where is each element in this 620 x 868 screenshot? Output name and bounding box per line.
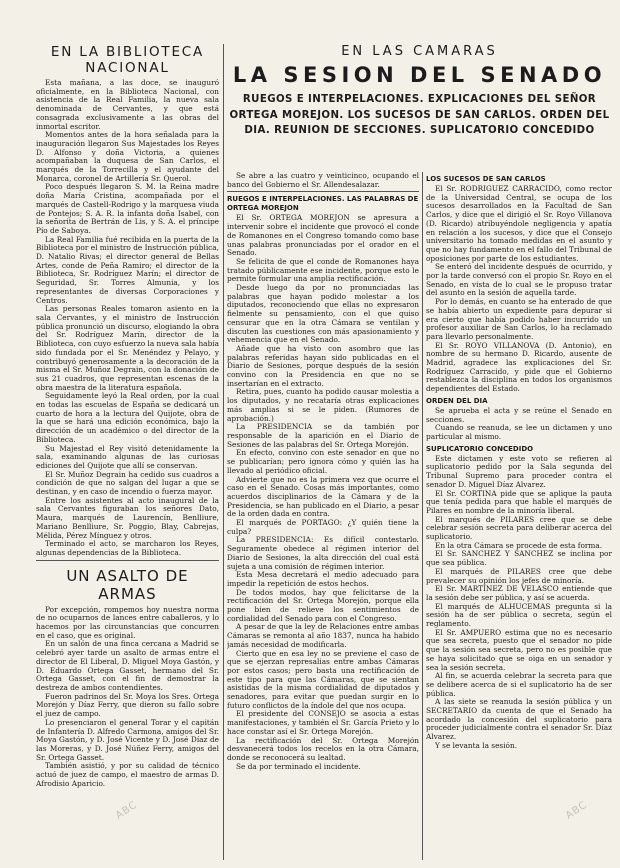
paragraph: Terminado el acto, se marcharon los Reyes, algunas dependencias de la Biblioteca. (36, 539, 219, 557)
paragraph: El Sr. AMPUERO estima que no es necesario que sea secreta, puesto que el senador no pide que la sesión sea secreta, pero no es posible que se haya solicitado que se oiga en un senador y sea la sesión secreta. (426, 627, 612, 672)
left-column (36, 44, 219, 856)
paragraph: Al fin, se acuerda celebrar la secreta para que se delibere acerca de si el suplicatorio ha de ser pública. (426, 671, 612, 698)
body-suplicatorio (426, 455, 612, 751)
paragraph: El marqués de ALHUCEMAS pregunta si la sesión ha de ser pública o secreta, según el reglamento. (426, 601, 612, 629)
paragraph: El presidente del CONSEJO se asocia a estas manifestaciones, y también el Sr. García Prieto y lo hace constar así el Sr. Ortega Morejón. (227, 709, 419, 736)
paragraph: Lo presenciaron el general Torar y el capitán de Infantería D. Alfredo Carmona, amigos del Sr. Moya Gastón, y D. José Vicente y D. José Díaz de las Moreras, y D. José Núñez Ferry, amigos del Sr. Ortega Gasset. (36, 717, 219, 762)
paragraph: Fueron padrinos del Sr. Moya los Sres. Ortega Morejón y Díaz Ferry, que dieron su fallo sobre el juez de campo. (36, 691, 219, 719)
column-rule-left (223, 44, 224, 860)
subhead-sancarlos: LOS SUCESOS DE SAN CARLOS (426, 175, 546, 183)
paragraph: Retira, pues, cuanto ha podido causar molestia a los diputados, y no recataría otras explicaciones más amplias si se le piden. (Rumores de aprobación.) (227, 387, 419, 423)
column-rule-right (422, 172, 423, 860)
paragraph: También asistió, y por su calidad de técnico actuó de juez de campo, el maestro de armas D. Afrodisio Aparicio. (36, 761, 219, 788)
subhead-rule (227, 191, 419, 192)
headline-asalto: UN ASALTO DE ARMAS (66, 566, 189, 603)
section-kicker: EN LAS CAMARAS (341, 44, 498, 59)
paragraph: Momentos antes de la hora señalada para la inauguración llegaron Sus Majestades los Reyes D. Alfonso y doña Victoria, a quienes acompañaban la duquesa de San Carlos, el marqués de la Torrecilla y el ayudante del Monarca, coronel de Artillería Sr. Querol. (36, 130, 219, 183)
paragraph: Desde luego da por no pronunciadas las palabras que hayan podido molestar a los diputados, reconociendo que ellas no expresaron fielmente su pensamiento, con el que quiso censurar que en la otra Cámara se ventilan y discuten las cuestiones con más apasionamiento y vehemencia que en el Senado. (227, 283, 419, 345)
paragraph: Se da por terminado el incidente. (236, 761, 361, 771)
subhead-ruegos: RUEGOS E INTERPELACIONES. LAS PALABRAS DE ORTEGA MOREJON (227, 195, 419, 213)
paragraph: Entre los asistentes al acto inaugural de la sala Cervantes figuraban los señores Dato, Maura, marqués de Laurencín, Benlliure, Mariano Benlliure, Sr. Poggio, Blay, Cabrejas, Mélida, Pérez Mínguez y otros. (36, 495, 219, 540)
paragraph: Se enteró del incidente después de ocurrido, y por la tarde conversó con el propio Sr. Royo en el Senado, en vista de lo cual se le propuso tratar del asunto en la sesión de aquella tarde. (426, 262, 612, 298)
paragraph: En efecto, convino con este senador en que no se publicarían; pero ignora cómo y quién las ha llevado al periódico oficial. (227, 448, 419, 475)
paragraph: De todos modos, hay que felicitarse de la rectificación del Sr. Ortega Morejón, porque ella pone bien de relieve los sentimientos de cordialidad del Senado para con el Congreso. (227, 587, 419, 623)
article-divider (36, 560, 219, 561)
paragraph: Añade que ha visto con asombro que las palabras referidas hayan sido publicadas en el Diario de Sesiones, porque después de la sesión convino con la Presidencia en que no se insertarían en el extracto. (227, 343, 419, 388)
paragraph: Poco después llegaron S. M. la Reina madre doña María Cristina, acompañada por el marqués de Castell-Rodrigo y la marquesa viuda de Pontejos; S. A. R. la infanta doña Isabel, con la señorita de Bertrán de Lis, y S. A. el príncipe Pío de Saboya. (36, 182, 219, 235)
paragraph: La rectificación del Sr. Ortega Morejón desvanecerá todos los recelos en la otra Cámara, donde se reconocerá su lealtad. (227, 735, 419, 762)
body-biblioteca (36, 79, 219, 558)
body-ruegos (227, 214, 419, 771)
paragraph: El Sr. Muñoz Degrain ha cedido sus cuadros a condición de que no salgan del lugar a que se destinan, y en caso de incendio o fuerza mayor. (36, 469, 219, 497)
paragraph: El marqués de PORTAGO: ¿Y quién tiene la culpa? (227, 518, 419, 536)
session-intro: Se abre a las cuatro y veinticinco, ocupando el banco del Gobierno el Sr. Allendesalazar. (227, 172, 419, 189)
middle-column (227, 172, 419, 864)
paragraph: El Sr. MARTINEZ DE VELASCO entiende que la sesión debe ser pública, y así se acuerda. (426, 584, 612, 602)
paragraph: Cuando se reanuda, se lee un dictamen y uno particular al mismo. (426, 423, 612, 441)
body-orden (426, 407, 612, 442)
headline-biblioteca: EN LA BIBLIOTECA NACIONAL (50, 44, 205, 76)
paragraph: El Sr. ORTEGA MOREJON se apresura a intervenir sobre el incidente que provocó el conde de Romanones en el Congreso tomando como base unas palabras pronunciadas por el orador en el Senado. (227, 213, 419, 258)
senado-banner (227, 44, 612, 139)
paragraph: La Real Familia fué recibida en la puerta de la Biblioteca por el ministro de Instrucción pública, D. Natalio Rivas; el director general de Bellas Artes, conde de Peña Ramiro; el director de la Biblioteca, Sr. Rodríguez Marín; el director de Seguridad, Sr. Torres Almunia, y los representantes de diversas Corporaciones y Centros. (36, 234, 219, 305)
paragraph: Y se levanta la sesión. (435, 740, 518, 750)
paragraph: En un salón de una finca cercana a Madrid se celebró ayer tarde un asalto de armas entre el director de El Liberal, D. Miguel Moya Gastón, y D. Eduardo Ortega Gasset, hermano del Sr. Ortega Gasset, con el fin de demostrar la destreza de ambos contendientes. (36, 639, 219, 692)
body-sancarlos (426, 185, 612, 394)
watermark-stamp-left: ABC (113, 799, 140, 822)
paragraph: Su Majestad el Rey visitó detenidamente la sala, examinando algunas de las curiosas ediciones del Quijote que allí se conservan. (36, 443, 219, 470)
paragraph: Seguidamente leyó la Real orden, por la cual en todas las escuelas de España se dedicará un cuarto de hora a la lectura del Quijote, obra de la que se hará una edición económica, bajo la dirección de un académico o del director de la Biblioteca. (36, 391, 219, 444)
headline-deck: RUEGOS E INTERPELACIONES. EXPLICACIONES DEL SEÑOR ORTEGA MOREJON. LOS SUCESOS DE SAN CARLOS. ORDEN DEL DIA. REUNION DE SECCIONES. SUPLICATORIO CONCEDIDO (229, 94, 610, 136)
paragraph: El Sr. SANCHEZ Y SANCHEZ se inclina por que sea pública. (426, 549, 612, 568)
paragraph: Esta mañana, a las doce, se inauguró oficialmente, en la Biblioteca Nacional, con asistencia de la Real Familia, la nueva sala denominada de Cervantes, y que está consagrada exclusivamente a las obras del inmortal escritor. (36, 78, 219, 131)
paragraph: Advierte que no es la primera vez que ocurre el caso en el Senado. Cosas más importantes, como acuerdos disciplinarios de la Cámara y de la Presidencia, se han publicado en el Diario, a pesar de la orden dada en contra. (227, 474, 419, 519)
paragraph: Por lo demás, en cuanto se ha enterado de que se había abierto un expediente para depurar si era cierto que había podido haber incurrido un profesor auxiliar de San Carlos, lo ha reclamado para llevarlo personalmente. (426, 297, 612, 341)
paragraph: A pesar de que la ley de Relaciones entre ambas Cámaras se remonta al año 1837, nunca ha habido jamás necesidad de modificarla. (227, 622, 419, 649)
paragraph: El Sr. ROYO VILLANOVA (D. Antonio), en nombre de su hermano D. Ricardo, ausente de Madrid, agradece las explicaciones del Sr. Rodríguez Carracido, y pide que el Gobierno restablezca la disciplina en todos los organismos dependientes del Estado. (426, 340, 612, 394)
right-column (426, 172, 612, 864)
paragraph: Este dictamen y este voto se refieren al suplicatorio pedido por la Sala segunda del Tribunal Supremo para proceder contra el senador D. Miguel Díaz Alvarez. (426, 453, 612, 489)
paragraph: En la otra Cámara se procede de esta forma. (435, 540, 603, 550)
paragraph: El marqués de PILARES cree que debe prevalecer su opinión los jefes de minoría. (426, 566, 612, 585)
paragraph: Cierto que en esa ley no se previene el caso de que se ejerzan represalias entre ambas Cámaras por estos casos; pero basta una rectificación de este tipo para que las Cámaras, que se sientan asistidas de la misma cordialidad de diputados y senadores, para evitar que puedan surgir en lo futuro conflictos de la índole del que nos ocupa. (227, 648, 419, 710)
paragraph: El Sr. RODRIGUEZ CARRACIDO, como rector de la Universidad Central, se ocupa de los sucesos desarrollados en la Facultad de San Carlos, y dice que el dirigió el Sr. Royo Villanova (D. Ricardo) atribuyéndole negligencia y apatía en relación a los sucesos, y dice que el Consejo universitario ha tomado medidas en el asunto y que no hay fundamento en el fallo del Tribunal de oposiciones por parte de los estudiantes. (426, 184, 612, 263)
watermark-stamp-right: ABC (563, 799, 590, 822)
subhead-orden: ORDEN DEL DIA (426, 396, 488, 405)
paragraph: La PRESIDENCIA se da también por responsable de la aparición en el Diario de Sesiones de las palabras del Sr. Ortega Morejón. (227, 422, 419, 449)
paragraph: La PRESIDENCIA: Es difícil contestarlo. Seguramente obedece al régimen interior del Diario de Sesiones, la alta dirección del cual está sujeta a una comisión de régimen interior. (227, 535, 419, 571)
paragraph: El Sr. CORTINA pide que se aplique la pauta que tenía pedida para que hable el marqués de Pilares en nombre de la minoría liberal. (426, 488, 612, 515)
paragraph: Por excepción, rompemos hoy nuestra norma de no ocuparnos de lances entre caballeros, y lo hacemos por las circunstancias que concurren en el caso, que es original. (36, 604, 219, 640)
subhead-suplicatorio: SUPLICATORIO CONCEDIDO (426, 444, 534, 453)
paragraph: Las personas Reales tomaron asiento en la sala Cervantes, y el ministro de Instrucción pública pronunció un discurso, elogiando la obra del Sr. Rodríguez Marín, director de la Biblioteca, con cuyo esfuerzo la nueva sala había sido fundada por el Sr. Menéndez y Pelayo, y contribuyó generosamente a la decoración de la misma el Sr. Muñoz Degrain, con la donación de sus 21 cuadros, que representan escenas de la obra maestra de la literatura española. (36, 304, 219, 392)
headline-senado: LA SESION DEL SENADO (232, 63, 607, 87)
article-asalto (36, 567, 219, 789)
paragraph: Se felicita de que el conde de Romanones haya tratado públicamente ese incidente, porque esto le permite formular una amplia rectificación. (227, 256, 419, 284)
paragraph: Se aprueba el acta y se reúne el Senado en secciones. (426, 405, 612, 424)
article-biblioteca (36, 44, 219, 558)
paragraph: A las siete se reanuda la sesión pública y un SECRETARIO da cuenta de que el Senado ha acordado la concesión del suplicatorio para proceder judicialmente contra el senador Sr. Díaz Alvarez. (426, 697, 612, 742)
paragraph: El marqués de PILARES cree que se debe celebrar sesión secreta para deliberar acerca del suplicatorio. (426, 514, 612, 542)
body-asalto (36, 606, 219, 789)
paragraph: Esta Mesa decretará el medio adecuado para impedir la repetición de estos hechos. (227, 570, 419, 588)
